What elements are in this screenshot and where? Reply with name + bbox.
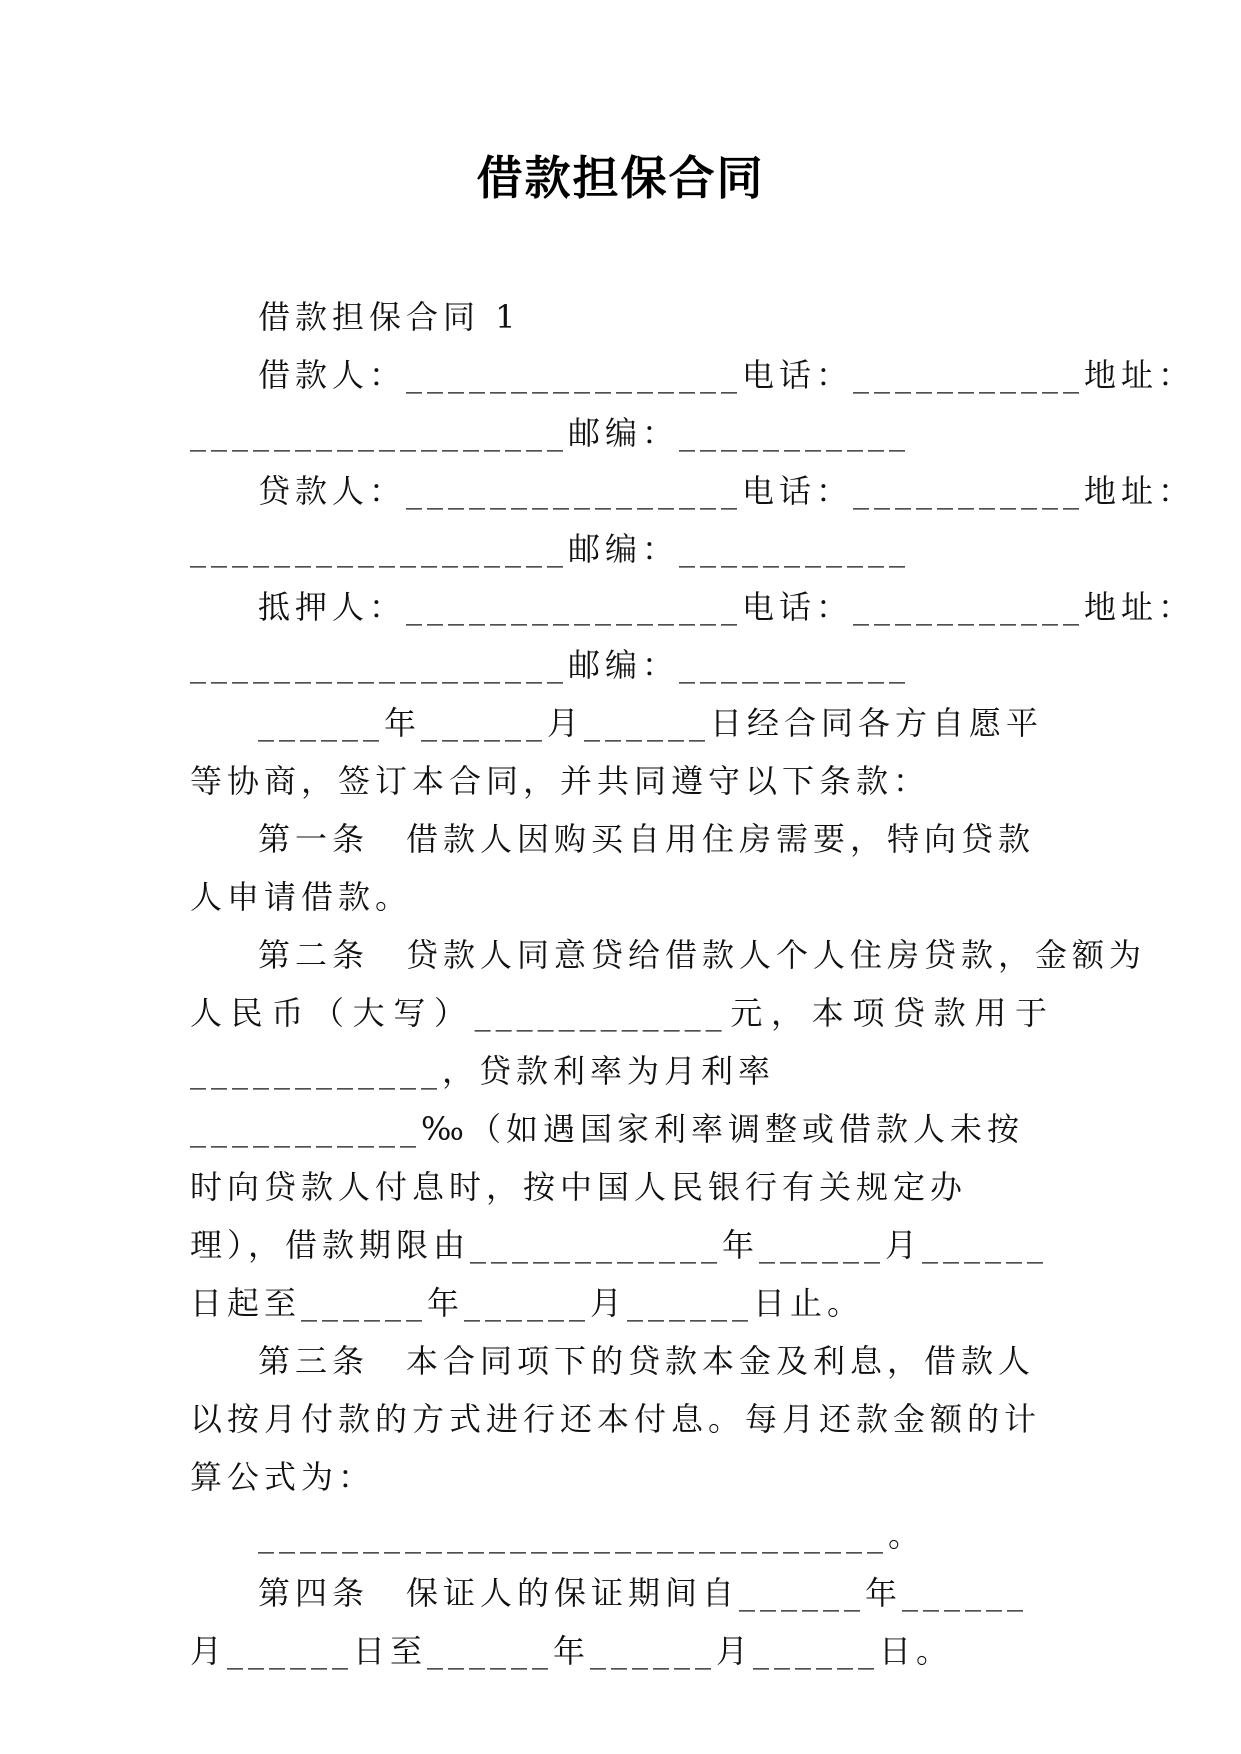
article-2-line-2: 人民币（大写）____________元，本项贷款用于 — [190, 994, 1052, 1032]
article-2-line-1: 第二条 贷款人同意贷给借款人个人住房贷款，金额为 — [258, 936, 1147, 974]
mortgagor-postcode-line: __________________邮编：___________ — [190, 646, 911, 684]
intro-paragraph: ______年______月______日经合同各方自愿平等协商，签订本合同，并共同遵守以下条款： — [190, 704, 1044, 800]
article-2-body: ____________，贷款利率为月利率___________‰（如遇国家利率调整或借款人未按时向贷款人付息时，按中国人民银行有关规定办理），借款期限由____________年______月______日起至______年______月______日止。 — [190, 1052, 1049, 1322]
article-3: 第三条 本合同项下的贷款本金及利息，借款人以按月付款的方式进行还本付息。每月还款金额的计算公式为： — [190, 1342, 1042, 1496]
article-3-formula: ______________________________。 — [258, 1516, 926, 1554]
lender-postcode-line: __________________邮编：___________ — [190, 530, 911, 568]
lender-line: 贷款人：________________电话：___________地址： — [258, 472, 1196, 510]
contract-subtitle: 借款担保合同 1 — [258, 298, 521, 336]
article-1: 第一条 借款人因购买自用住房需要，特向贷款人申请借款。 — [190, 820, 1036, 916]
article-4: 第四条 保证人的保证期间自______年______月______日至______年______月______日。 — [190, 1574, 1029, 1670]
document-title: 借款担保合同 — [476, 151, 765, 205]
mortgagor-line: 抵押人：________________电话：___________地址： — [258, 588, 1196, 626]
borrower-line: 借款人：________________电话：___________地址： — [258, 356, 1196, 394]
document-body — [190, 288, 1196, 1680]
borrower-postcode-line: __________________邮编：___________ — [190, 414, 911, 452]
